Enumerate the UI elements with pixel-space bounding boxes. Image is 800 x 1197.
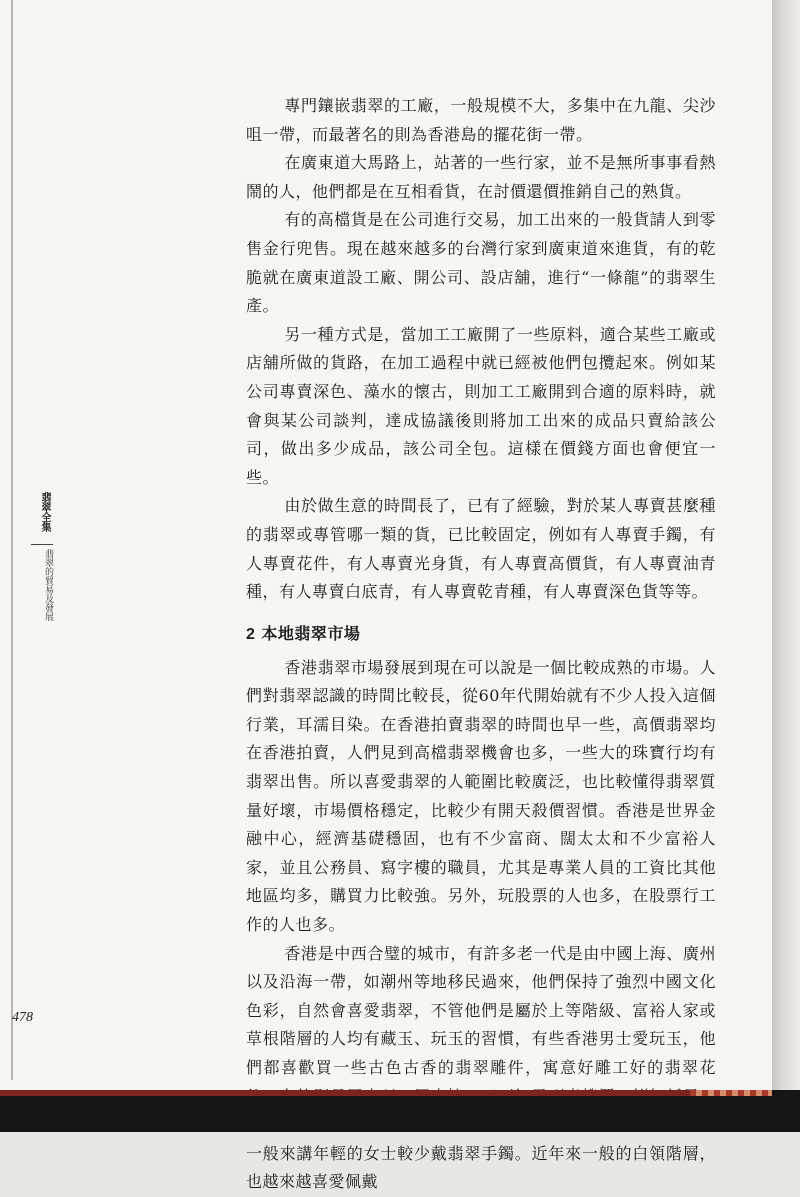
body-text (246, 92, 716, 1197)
section-number: 2 (246, 625, 256, 643)
section-title: 本地翡翠市場 (261, 623, 361, 643)
paragraph: 由於做生意的時間長了，已有了經驗，對於某人專賣甚麼種的翡翠或專管哪一類的貨，已比較固定，例如有人專賣手鐲，有人專賣花件，有人專賣光身貨，有人專賣高價貨，有人專賣油青種，有人專賣白底青，有人專賣乾青種，有人專賣深色貨等等。 (246, 496, 716, 602)
page-edge (772, 0, 800, 1090)
side-subtitle: 翡翠的貿易及發展 (31, 544, 53, 621)
paragraph: 香港翡翠市場發展到現在可以說是一個比較成熟的市場。人們對翡翠認識的時間比較長，從60年代開始就有不少人投入這個行業，耳濡目染。在香港拍賣翡翠的時間也早一些，高價翡翠均在香港拍賣，人們見到高檔翡翠機會也多，一些大的珠寶行均有翡翠出售。所以喜愛翡翠的人範圍比較廣泛，也比較懂得翡翠質量好壞，市場價格穩定，比較少有開天殺價習慣。香港是世界金融中心，經濟基礎穩固，也有不少富商、闊太太和不少富裕人家，並且公務員、寫字樓的職員，尤其是專業人員的工資比其他地區均多，購買力比較強。另外，玩股票的人也多，在股票行工作的人也多。 (246, 657, 716, 935)
cover-edge (0, 1090, 772, 1096)
section-heading (246, 621, 716, 648)
paragraph: 有的高檔貨是在公司進行交易，加工出來的一般貨請人到零售金行兜售。現在越來越多的台灣行家到廣東道來進貨，有的乾脆就在廣東道設工廠、開公司、設店舖，進行“一條龍”的翡翠生產。 (246, 210, 716, 316)
binding-line (11, 0, 13, 1080)
scan-bottom-edge (0, 1090, 800, 1132)
cover-edge-pattern (690, 1090, 772, 1096)
side-title: 翡翠全集 (39, 492, 50, 532)
page-number: 478 (12, 1010, 33, 1025)
paragraph: 在廣東道大馬路上，站著的一些行家，並不是無所事事看熱鬧的人，他們都是在互相看貨，在討價還價推銷自己的熟貨。 (246, 153, 716, 201)
paragraph: 香港是中西合璧的城市，有許多老一代是由中國上海、廣州以及沿海一帶，如潮州等地移民過來，他們保持了強烈中國文化色彩，自然會喜愛翡翠，不管他們是屬於上等階級、富裕人家或草根階層的人均有藏玉、玩玉的習慣，有些香港男士愛玩玉，他們都喜歡買一些古色古香的翡翠雕件，寓意好雕工好的翡翠花 一般來講年輕的女士較少戴翡翠手鐲。近年來一般的白領階層，也越來越喜愛佩戴 (246, 943, 716, 1192)
paragraph: 另一種方式是，當加工工廠開了一些原料，適合某些工廠或店舖所做的貨路，在加工過程中就已經被他們包攬起來。例如某公司專賣深色、藻水的懷古，則加工工廠開到合適的原料時，就會與某公司談判，達成協議後則將加工出來的成品只賣給該公司，做出多少成品，該公司全包。這樣在價錢方面也會便宜一些。 (246, 324, 716, 487)
paragraph: 專門鑲嵌翡翠的工廠，一般規模不大，多集中在九龍、尖沙咀一帶，而最著名的則為香港島的擺花街一帶。 (246, 96, 716, 144)
